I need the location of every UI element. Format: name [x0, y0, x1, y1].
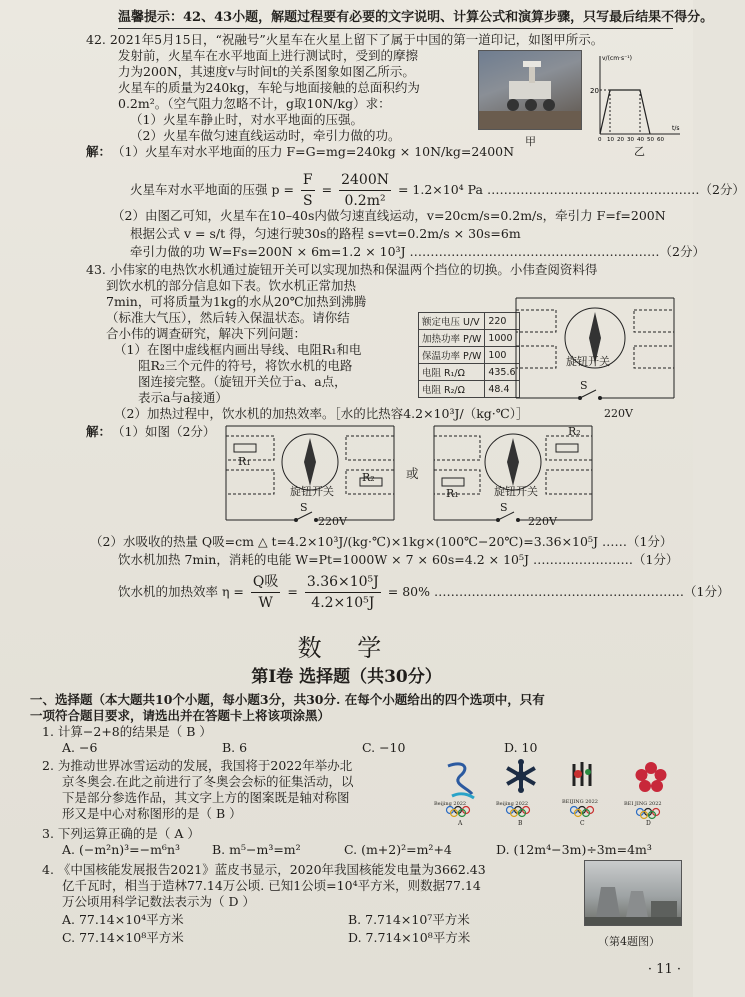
q1-option-d: D. 10	[504, 740, 538, 755]
q42-sol-3: （2）由图乙可知，火星车在10–40s内做匀速直线运动，v=20cm/s=0.2m/s，牵引力 F=f=200N	[112, 208, 666, 223]
knob-label-q: 旋钮开关	[566, 355, 610, 368]
fig-yi-caption: 乙	[634, 145, 645, 158]
pressure-fraction-values: $\frac{2400N}{\text{0.2m²}}$	[341, 172, 389, 209]
q43-sol-4: 饮水机的加热效率 η = $\frac{\text{Q吸}}{W}$ = $\frac{\text{3.36×10⁵J}}{\text{4.2×10⁵J}}$ = 80% ……………………………………………………（1分）	[118, 574, 730, 611]
q4-line1: 4. 《中国核能发展报告2021》蓝皮书显示，2020年我国核能发电量为3662.43	[42, 862, 486, 877]
emblem-a-icon	[434, 758, 488, 824]
q43-line9: 表示a与a接通）	[138, 390, 228, 405]
q42-sol-5: 牵引力做的功 W=Fs=200N × 6m=1.2 × 10³J ……………………………………………………（2分）	[130, 244, 706, 259]
logo-option-d: BEI JING 2022 D	[624, 758, 678, 824]
q42-line4: 火星车的质量为240kg，车轮与地面接触的总面积约为	[118, 80, 420, 95]
q42-line7: （2）火星车做匀速直线运动时，牵引力做的功。	[130, 128, 401, 143]
q42-line3: 力为200N，其速度v与时间t的关系图象如图乙所示。	[118, 64, 415, 79]
q43-line6: （1）在图中虚线框内画出导线、电阻R₁和电	[114, 342, 362, 357]
efficiency-fraction: $\frac{\text{Q吸}}{W}$	[252, 574, 279, 611]
q43-sol-3: 饮水机加热 7min，消耗的电能 W=Pt=1000W × 7 × 60s=4.2 × 10⁵J ……………………（1分）	[118, 552, 679, 567]
ans1-knob: 旋钮开关	[290, 485, 334, 498]
header-tip: 温馨提示：42、43小题，解题过程要有必要的文字说明、计算公式和演算步骤，只写最后结果不得分。	[118, 10, 714, 25]
q43-line8: 图连接完整。（旋钮开关位于a、a点，	[138, 374, 347, 389]
q3-stem: 3. 下列运算正确的是（ A ）	[42, 826, 200, 841]
q1-stem: 1. 计算−2+8的结果是（ B ）	[42, 724, 212, 739]
chart-xtick: 20	[617, 137, 624, 143]
chart-xtick: 30	[627, 137, 634, 143]
q43-sol-2: （2）水吸收的热量 Q吸=cm △ t=4.2×10³J/(kg·℃)×1kg×(100℃−20℃)=3.36×10⁵J ……（1分）	[90, 534, 673, 549]
chart-xlabel: t/s	[672, 125, 680, 132]
ans1-r2: R₂	[362, 471, 375, 484]
logo-option-a: Beijing 2022 A	[434, 758, 488, 824]
q4-option-d: D. 7.714×10⁸平方米	[348, 930, 471, 945]
q1-option-c: C. −10	[362, 740, 406, 755]
logo-option-b: Beijing 2022 B	[494, 758, 548, 824]
spec-table	[418, 312, 520, 398]
q4-line3: 万公顷用科学记数法表示为（ D ）	[62, 894, 255, 909]
q4-option-b: B. 7.714×10⁷平方米	[348, 912, 470, 927]
q43-line10: （2）加热过程中，饮水机的加热效率。［水的比热容4.2×10³J/（kg·℃）］	[114, 406, 529, 421]
q4-option-c: C. 77.14×10⁸平方米	[62, 930, 184, 945]
header-rule	[118, 28, 673, 29]
table-row: 额定电压 U/V 220	[419, 313, 520, 330]
ans1-voltage: 220V	[318, 515, 347, 528]
q3-option-c: C. (m+2)²=m²+4	[344, 842, 452, 857]
q4-figure-caption: （第4题图）	[598, 935, 660, 948]
q3-option-a: A. (−m²n)³=−m⁶n³	[62, 842, 180, 857]
ans2-voltage: 220V	[528, 515, 557, 528]
voltage-label-q: 220V	[604, 407, 633, 420]
q42-solution-label: 解：	[86, 144, 112, 159]
q1-option-b: B. 6	[222, 740, 248, 755]
rover-icon	[479, 51, 581, 129]
emblem-b-icon	[494, 758, 548, 824]
table-row: 电阻 R₂/Ω 48.4	[419, 381, 520, 398]
q43-line1: 43. 小伟家的电热饮水机通过旋钮开关可以实现加热和保温两个挡位的切换。小伟查阅资料得	[86, 262, 598, 277]
ans2-r1: R₁	[446, 487, 459, 500]
part1-instructions-b: 一项符合题目要求，请选出并在答题卡上将该项涂黑）	[30, 708, 331, 723]
emblem-d-icon	[624, 758, 678, 824]
q1-option-a: A. −6	[62, 740, 98, 755]
chart-xtick: 0	[598, 137, 602, 143]
q2-line4: 形又是中心对称图形的是（ B ）	[62, 806, 242, 821]
ans2-knob: 旋钮开关	[494, 485, 538, 498]
chart-xtick: 50	[647, 137, 654, 143]
q43-line2: 到饮水机的部分信息如下表。饮水机正常加热	[106, 278, 357, 293]
section-title: 第Ⅰ卷 选择题（共30分）	[251, 667, 442, 687]
q42-line6: （1）火星车静止时，对水平地面的压强。	[130, 112, 363, 127]
q3-option-d: D. (12m⁴−3m)÷3m=4m³	[496, 842, 652, 857]
q43-sol-1: （1）如图（2分）	[112, 424, 216, 439]
q43-line3: 7min，可将质量为1kg的水从20℃加热到沸腾	[106, 294, 367, 309]
chart-xtick: 10	[607, 137, 614, 143]
q3-option-b: B. m⁵−m³=m²	[212, 842, 301, 857]
q2-line3: 下是部分参选作品，其文字上方的图案既是轴对称图	[62, 790, 350, 805]
q43-line7: 阻R₂三个元件的符号，将饮水机的电路	[138, 358, 353, 373]
q43-solution-label: 解：	[86, 424, 112, 439]
part1-instructions-a: 一、选择题（本大题共10个小题，每小题3分，共30分. 在每个小题给出的四个选项中，只有	[30, 692, 545, 707]
q42-line5: 0.2m²。（空气阻力忽略不计，g取10N/kg）求：	[118, 96, 391, 111]
mars-rover-photo	[478, 50, 582, 130]
q42-line1: 42. 2021年5月15日，“祝融号”火星车在火星上留下了属于中国的第一道印记，如图甲所示。	[86, 32, 604, 47]
chart-ylabel: v/(cm·s⁻¹)	[602, 55, 633, 62]
pressure-fraction: $\frac{F}{S}$	[302, 172, 313, 209]
switch-label-q: S	[580, 379, 588, 392]
q4-option-a: A. 77.14×10⁴平方米	[62, 912, 184, 927]
q43-line4: （标准大气压），然后转入保温状态。请你结	[106, 310, 350, 325]
pressure-formula-text: 火星车对水平地面的压强 p =	[130, 182, 294, 197]
q42-sol-1: （1）火星车对水平地面的压力 F=G=mg=240kg × 10N/kg=2400N	[112, 144, 515, 159]
chart-xtick: 40	[637, 137, 644, 143]
chart-xtick: 60	[657, 137, 664, 143]
q42-sol-2: 火星车对水平地面的压强 p = $\frac{F}{S}$ = $\frac{2400N}{\text{0.2m²}}$ = 1.2×10⁴ Pa ……………………………………………（2分）	[130, 172, 745, 209]
nuclear-plant-photo	[584, 860, 682, 926]
table-row: 加热功率 P/W 1000	[419, 330, 520, 347]
fig-jia-caption: 甲	[525, 135, 536, 148]
velocity-time-chart	[588, 50, 684, 142]
table-row: 保温功率 P/W 100	[419, 347, 520, 364]
q42-line2: 发射前，火星车在水平地面上进行测试时，受到的摩擦	[118, 48, 419, 63]
logo-option-c: BEIJING 2022 C	[558, 758, 612, 824]
subject-title: 数 学	[297, 634, 396, 662]
chart-y20: 20	[590, 87, 599, 95]
power-plant-icon	[585, 861, 681, 925]
ans2-r2: R₂	[568, 425, 581, 438]
q2-line2: 京冬奥会.在此之前进行了冬奥会会标的征集活动，以	[62, 774, 354, 789]
emblem-c-icon	[558, 758, 612, 824]
q42-sol-4: 根据公式 v = s/t 得，匀速行驶30s的路程 s=vt=0.2m/s × 30s=6m	[130, 226, 521, 241]
table-row: 电阻 R₁/Ω 435.6	[419, 364, 520, 381]
efficiency-fraction-values: $\frac{\text{3.36×10⁵J}}{\text{4.2×10⁵J}}$	[306, 574, 379, 611]
q2-line1: 2. 为推动世界冰雪运动的发展，我国将于2022年举办北	[42, 758, 353, 773]
q4-line2: 亿千瓦时，相当于造林77.14万公顷. 已知1公顷=10⁴平方米，则数据77.14	[62, 878, 481, 893]
ans1-r1: R₁	[238, 455, 251, 468]
ans2-s: S	[500, 501, 508, 514]
ans1-s: S	[300, 501, 308, 514]
or-text: 或	[406, 466, 419, 481]
page-number: · 11 ·	[647, 962, 681, 977]
q43-line5: 合小伟的调查研究，解决下列问题：	[106, 326, 307, 341]
